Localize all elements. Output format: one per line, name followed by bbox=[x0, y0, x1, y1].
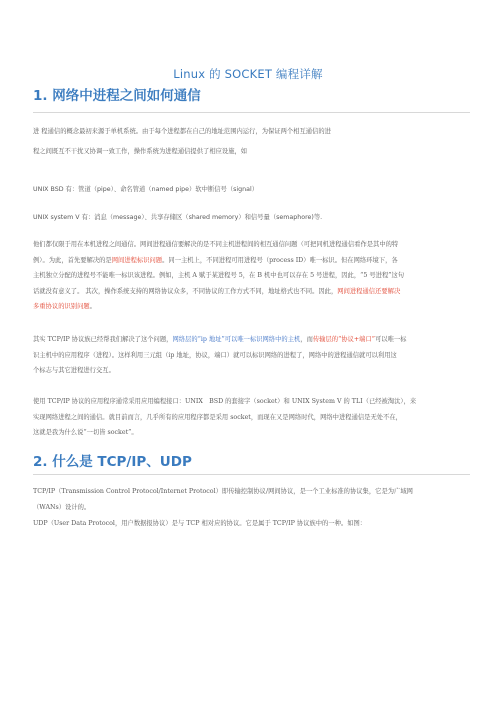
highlight-process-identification: 网间进程标识问题 bbox=[111, 256, 163, 264]
paragraph-6-line-3: 这就是我为什么说“一切皆 socket”。 bbox=[33, 429, 138, 436]
paragraph-4-line-5 bbox=[33, 299, 473, 315]
paragraph-5 bbox=[33, 332, 473, 379]
paragraph-4-text: 话就没有意义了。 其次，操作系统支持的网络协议众多，不同协议的工作方式不同，地址格式也不同。因此， bbox=[33, 287, 338, 295]
paragraph-8 bbox=[33, 516, 473, 532]
paragraph-4-line-2 bbox=[33, 253, 473, 269]
paragraph-5-text: ，而 bbox=[300, 336, 313, 343]
paragraph-7 bbox=[33, 484, 473, 515]
highlight-multi-protocol: 网间进程通信还要解决 bbox=[337, 287, 401, 295]
section-2-heading: 2. 什么是 TCP/IP、UDP bbox=[33, 454, 192, 470]
paragraph-8-line: UDP（User Data Protocol，用户数据报协议）是与 TCP 相对应的协议。它是属于 TCP/IP 协议族中的一种。如图： bbox=[33, 520, 367, 527]
paragraph-1 bbox=[33, 124, 473, 159]
section-1-heading: 1. 网络中进程之间如何通信 bbox=[33, 88, 201, 104]
paragraph-7-line-2: （WANs）设计的。 bbox=[33, 503, 91, 511]
paragraph-3 bbox=[33, 210, 473, 226]
paragraph-6 bbox=[33, 394, 473, 441]
paragraph-2-line: UNIX BSD 有：管道（pipe）、命名管道（named pipe）软中断信号（signal） bbox=[33, 186, 259, 193]
paragraph-1-line-1: 进 程通信的概念最初来源于单机系统。由于每个进程都在自己的地址范围内运行，为保证两个相互通信的进 bbox=[33, 128, 331, 135]
paragraph-6-line-1: 使用 TCP/IP 协议的应用程序通常采用应用编程接口：UNIX BSD 的套接字（socket）和 UNIX System V 的 TLI（已经被淘汰），来 bbox=[33, 398, 417, 405]
paragraph-5-line-2: 识主机中的应用程序（进程）。这样利用三元组（ip 地址，协议，端口）就可以标识网络的进程了，网络中的进程通信就可以利用这 bbox=[33, 351, 397, 359]
paragraph-5-line-1 bbox=[33, 332, 473, 348]
paragraph-4-line-4 bbox=[33, 284, 473, 300]
section-2-divider bbox=[33, 474, 470, 475]
document-title: Linux 的 SOCKET 编程详解 bbox=[173, 67, 323, 81]
paragraph-5-text: 可以唯一标 bbox=[374, 336, 407, 343]
highlight-ip-address: 网络层的“ip 地址”可以唯一标识网络中的主机 bbox=[172, 336, 301, 343]
highlight-protocol-recognition: 多重协议的识别问题 bbox=[33, 303, 90, 310]
paragraph-4-text: 例）。为此，首先要解决的是 bbox=[33, 256, 112, 264]
paragraph-5-line-3: 个标志与其它进程进行交互。 bbox=[33, 367, 115, 374]
paragraph-4 bbox=[33, 237, 473, 315]
paragraph-4-text: 。 bbox=[89, 303, 96, 310]
paragraph-4-text: 。同一主机上，不同进程可用进程号（process ID）唯一标识。但在网络环境下，各 bbox=[162, 256, 398, 264]
paragraph-7-line-1: TCP/IP（Transmission Control Protocol/Internet Protocol）即传输控制协议/网间协议，是一个工业标准的协议集，它是为广域网 bbox=[33, 488, 413, 495]
paragraph-4-line-3: 主机独立分配的进程号不能唯一标识该进程。例如，主机 A 赋于某进程号 5，在 B 机中也可以存在 5 号进程，因此，“5 号进程”这句 bbox=[33, 272, 405, 279]
paragraph-1-line-2: 程之间既互不干扰又协调一致工作，操作系统为进程通信提供了相应设施，如 bbox=[33, 147, 248, 155]
paragraph-5-text: 其实 TCP/IP 协议族已经帮我们解决了这个问题， bbox=[33, 336, 173, 343]
paragraph-2 bbox=[33, 182, 473, 198]
paragraph-3-line: UNIX system V 有：消息（message）、共享存储区（shared memory）和信号量（semaphore)等. bbox=[33, 214, 323, 221]
section-1-divider bbox=[33, 112, 470, 113]
highlight-protocol-port: 传输层的“协议+端口” bbox=[312, 336, 375, 343]
paragraph-6-line-2: 实现网络进程之间的通信。就目前而言，几乎所有的应用程序都是采用 socket，而现在又是网络时代，网络中进程通信是无处不在， bbox=[33, 413, 402, 421]
paragraph-4-line-1: 他们都仅限于用在本机进程之间通信。网间进程通信要解决的是不同主机进程间的相互通信问题（可把同机进程通信看作是其中的特 bbox=[33, 241, 399, 248]
